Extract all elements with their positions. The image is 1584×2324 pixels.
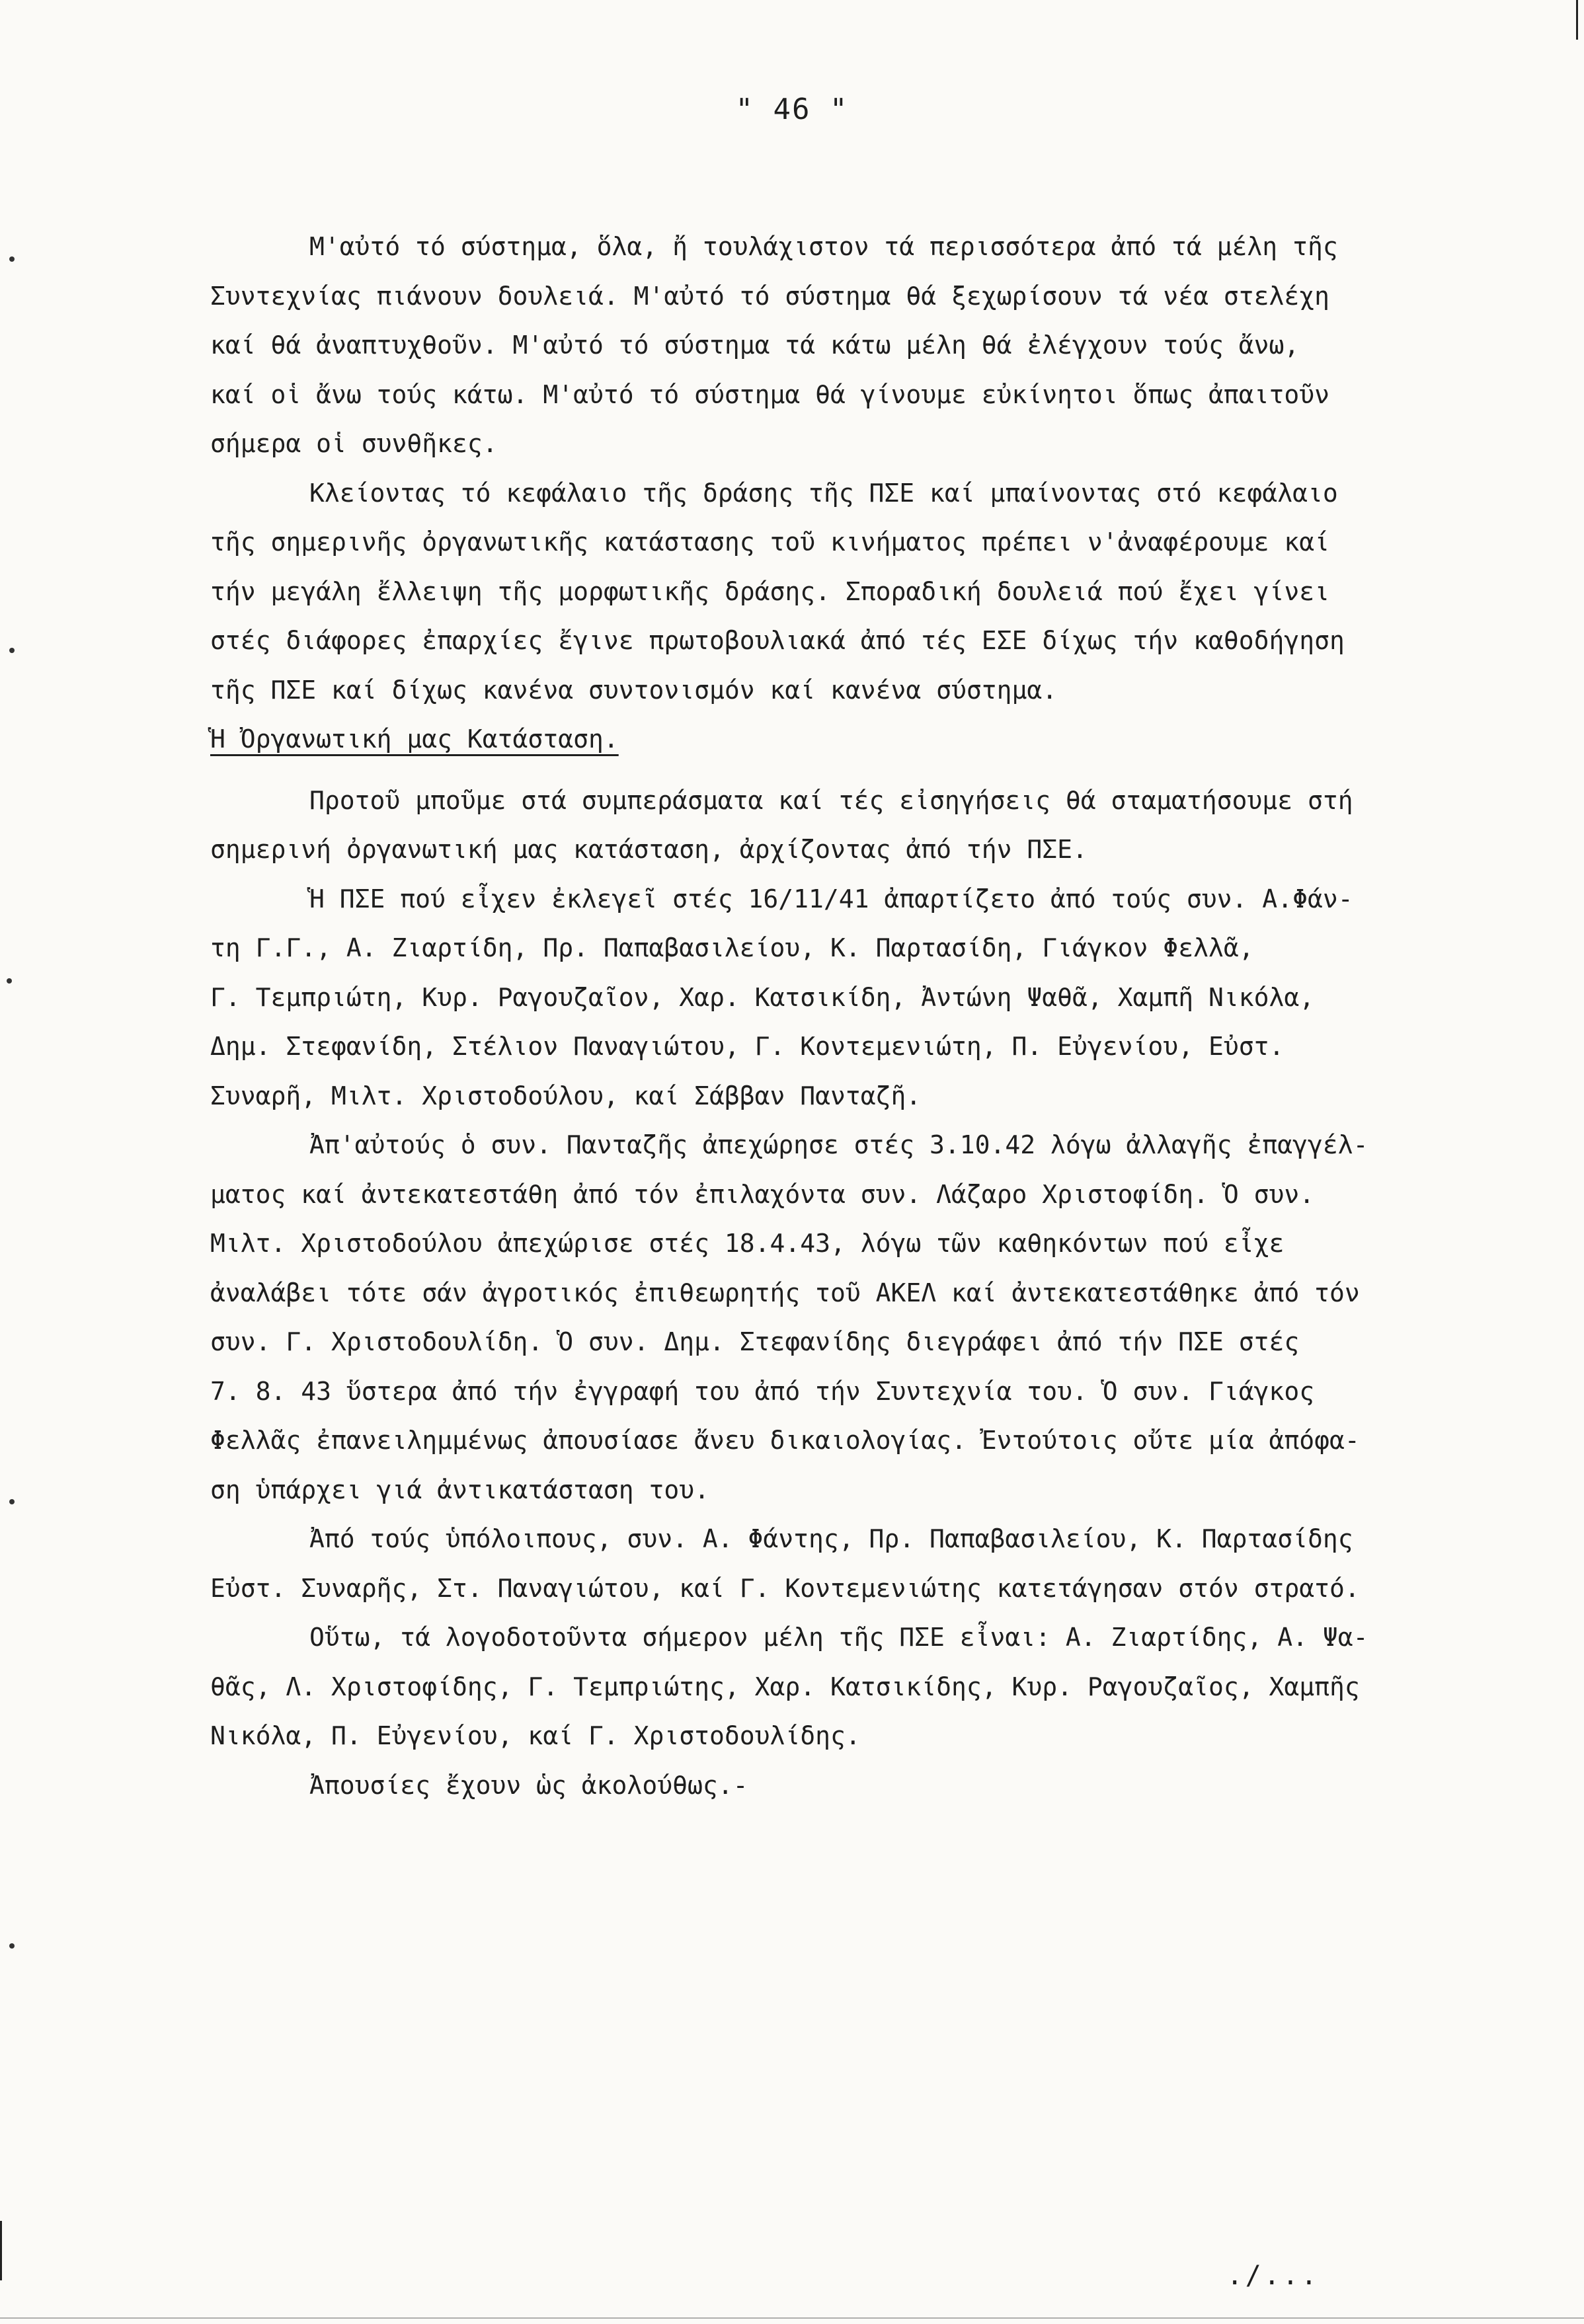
section-heading: Ἡ Ὀργανωτική μας Κατάσταση. [210, 724, 619, 754]
text-line: Ἀπό τούς ὑπόλοιπους, συν. Α. Φάντης, Πρ. Παπαβασιλείου, Κ. Παρτασίδης [309, 1524, 1353, 1553]
text-line: Δημ. Στεφανίδη, Στέλιον Παναγιώτου, Γ. Κοντεμενιώτη, Π. Εὐγενίου, Εὐστ. [210, 1032, 1285, 1061]
scan-edge [0, 2221, 2, 2280]
text-line: Οὕτω, τά λογοδοτοῦντα σήμερον μέλη τῆς ΠΣΕ εἶναι: Α. Ζιαρτίδης, Α. Ψα- [309, 1623, 1368, 1652]
text-line: τήν μεγάλη ἔλλειψη τῆς μορφωτικῆς δράσης. Σποραδική δουλειά πού ἔχει γίνει [210, 576, 1329, 606]
text-line: Κλείοντας τό κεφάλαιο τῆς δράσης τῆς ΠΣΕ καί μπαίνοντας στό κεφάλαιο [309, 478, 1338, 508]
scan-edge [0, 2317, 1584, 2319]
body-text [210, 222, 1506, 1810]
text-line: ἀναλάβει τότε σάν ἀγροτικός ἐπιθεωρητής τοῦ ΑΚΕΛ καί ἀντεκατεστάθηκε ἀπό τόν [210, 1278, 1360, 1307]
text-line: Ἡ ΠΣΕ πού εἶχεν ἐκλεγεῖ στές 16/11/41 ἀπαρτίζετο ἀπό τούς συν. Α.Φάν- [309, 884, 1353, 913]
text-line: Γ. Τεμπριώτη, Κυρ. Ραγουζαῖον, Χαρ. Κατσικίδη, Ἀντώνη Ψαθᾶ, Χαμπῆ Νικόλα, [210, 982, 1315, 1012]
scan-speck [9, 256, 15, 262]
scan-speck [7, 978, 12, 984]
scan-speck [9, 648, 15, 653]
text-line: Εὐστ. Συναρῆς, Στ. Παναγιώτου, καί Γ. Κοντεμενιώτης κατετάγησαν στόν στρατό. [210, 1573, 1360, 1603]
page-number: " 46 " [735, 93, 849, 126]
text-line: Ἀπ'αὐτούς ὁ συν. Πανταζῆς ἀπεχώρησε στές 3.10.42 λόγω ἀλλαγῆς ἐπαγγέλ- [309, 1130, 1368, 1159]
text-line: 7. 8. 43 ὕστερα ἀπό τήν ἐγγραφή του ἀπό τήν Συντεχνία του. Ὁ συν. Γιάγκος [210, 1376, 1315, 1406]
text-line: σημερινή ὀργανωτική μας κατάσταση, ἀρχίζοντας ἀπό τήν ΠΣΕ. [210, 835, 1088, 864]
text-line: Προτοῦ μποῦμε στά συμπεράσματα καί τές εἰσηγήσεις θά σταματήσουμε στή [309, 785, 1353, 815]
text-line: Φελλᾶς ἐπανειλημμένως ἀπουσίασε ἄνευ δικαιολογίας. Ἐντούτοις οὔτε μία ἀπόφα- [210, 1426, 1360, 1455]
text-line: Ἀπουσίες ἔχουν ὡς ἀκολούθως.- [309, 1770, 748, 1800]
text-line: ματος καί ἀντεκατεστάθη ἀπό τόν ἐπιλαχόντα συν. Λάζαρο Χριστοφίδη. Ὁ συν. [210, 1179, 1315, 1209]
text-line: σήμερα οἱ συνθῆκες. [210, 429, 498, 458]
text-line: Συναρῆ, Μιλτ. Χριστοδούλου, καί Σάββαν Πανταζῆ. [210, 1081, 922, 1110]
text-line: Συντεχνίας πιάνουν δουλειά. Μ'αὐτό τό σύστημα θά ξεχωρίσουν τά νέα στελέχη [210, 281, 1329, 311]
scan-edge [1576, 0, 1578, 40]
continuation-mark: ./... [1226, 2261, 1320, 2291]
scan-speck [9, 1943, 15, 1949]
scan-speck [9, 1499, 15, 1504]
text-line: τῆς σημερινῆς ὀργανωτικῆς κατάστασης τοῦ κινήματος πρέπει ν'ἀναφέρουμε καί [210, 527, 1329, 557]
text-line: θᾶς, Λ. Χριστοφίδης, Γ. Τεμπριώτης, Χαρ. Κατσικίδης, Κυρ. Ραγουζαῖος, Χαμπῆς [210, 1672, 1360, 1701]
text-line: Νικόλα, Π. Εὐγενίου, καί Γ. Χριστοδουλίδης. [210, 1721, 861, 1750]
text-line: Μ'αὐτό τό σύστημα, ὅλα, ἤ τουλάχιστον τά περισσότερα ἀπό τά μέλη τῆς [309, 232, 1338, 261]
text-line: στές διάφορες ἐπαρχίες ἔγινε πρωτοβουλιακά ἀπό τές ΕΣΕ δίχως τήν καθοδήγηση [210, 626, 1345, 655]
text-line: τῆς ΠΣΕ καί δίχως κανένα συντονισμόν καί κανένα σύστημα. [210, 675, 1058, 705]
text-line: καί οἱ ἄνω τούς κάτω. Μ'αὐτό τό σύστημα θά γίνουμε εὐκίνητοι ὅπως ἀπαιτοῦν [210, 379, 1329, 409]
text-line: καί θά ἀναπτυχθοῦν. Μ'αὐτό τό σύστημα τά κάτω μέλη θά ἐλέγχουν τούς ἄνω, [210, 330, 1300, 360]
text-line: συν. Γ. Χριστοδουλίδη. Ὁ συν. Δημ. Στεφανίδης διεγράφει ἀπό τήν ΠΣΕ στές [210, 1327, 1300, 1356]
text-line: τη Γ.Γ., Α. Ζιαρτίδη, Πρ. Παπαβασιλείου, Κ. Παρτασίδη, Γιάγκον Φελλᾶ, [210, 933, 1254, 962]
text-line: ση ὑπάρχει γιά ἀντικατάσταση του. [210, 1475, 709, 1504]
text-line: Μιλτ. Χριστοδούλου ἀπεχώρισε στές 18.4.43, λόγω τῶν καθηκόντων πού εἶχε [210, 1229, 1285, 1258]
